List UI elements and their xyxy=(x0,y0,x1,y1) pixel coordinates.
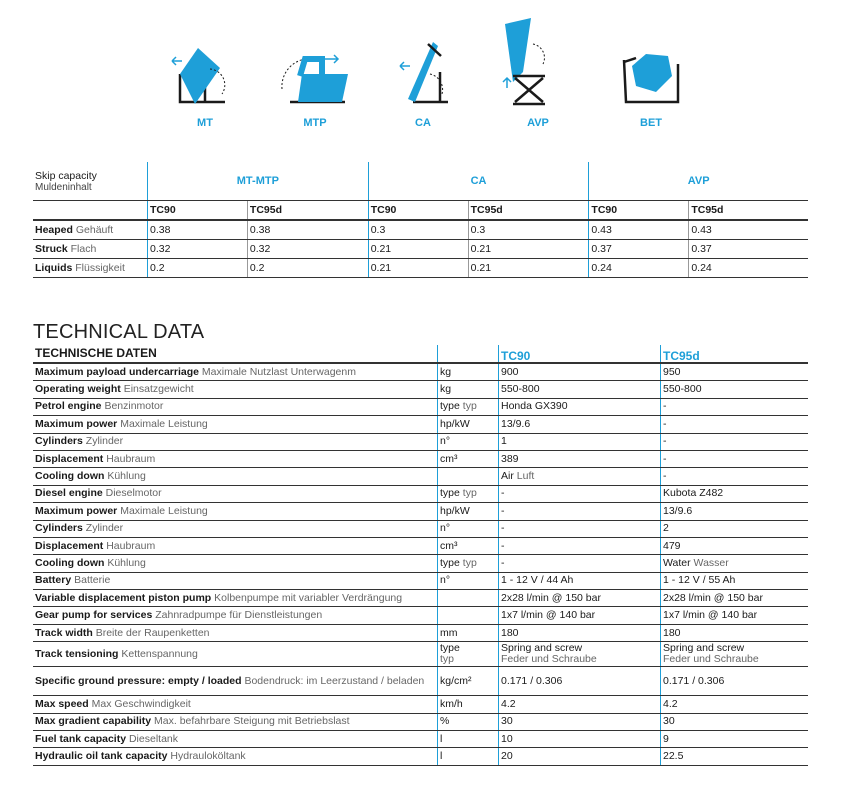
tech-row xyxy=(33,537,808,554)
tech-tc95d-cell xyxy=(661,748,809,765)
tech-value-tc95d: Water xyxy=(663,556,691,569)
tech-row xyxy=(33,433,808,450)
skip-value: 0.21 xyxy=(368,259,468,278)
tech-label xyxy=(33,503,438,520)
skip-value: 0.37 xyxy=(689,240,808,259)
tech-row xyxy=(33,450,808,467)
tech-unit: type xyxy=(440,487,460,500)
tech-tc90-cell xyxy=(499,731,661,748)
tech-value-tc95d: 30 xyxy=(663,715,675,728)
tech-tc90-cell xyxy=(499,433,661,450)
tech-row xyxy=(33,520,808,537)
tech-label xyxy=(33,572,438,589)
tech-value-tc95d: 9 xyxy=(663,732,669,745)
tech-label-en: Fuel tank capacity xyxy=(35,732,127,745)
tech-value-tc90: Air xyxy=(501,470,514,483)
tech-tc95d-cell xyxy=(661,537,809,554)
tech-value-tc90-de: Luft xyxy=(516,470,535,483)
tech-unit-cell xyxy=(438,416,499,433)
tech-tc95d-cell xyxy=(661,713,809,730)
tech-tc95d-cell xyxy=(661,667,809,696)
tech-label-de: Breite der Raupenketten xyxy=(95,626,210,639)
tech-value-tc95d-de: Feder und Schraube xyxy=(663,653,759,666)
skip-model: TC90 xyxy=(589,201,689,221)
tech-tc90-cell xyxy=(499,381,661,398)
tech-row xyxy=(33,555,808,572)
skip-value: 0.3 xyxy=(368,220,468,240)
tech-label xyxy=(33,667,438,696)
tech-row xyxy=(33,468,808,485)
tech-label-en: Max speed xyxy=(35,697,89,710)
tech-unit-header xyxy=(438,345,499,363)
skip-header-row xyxy=(33,162,808,201)
tech-tc95d-cell xyxy=(661,731,809,748)
tech-label-en: Maximum power xyxy=(35,504,118,517)
tech-value-tc90: 1 - 12 V / 44 Ah xyxy=(501,574,574,587)
ca-dumper-icon xyxy=(368,14,478,114)
tech-label-en: Max gradient capability xyxy=(35,715,152,728)
tech-tc95d-cell xyxy=(661,624,809,641)
skip-value: 0.24 xyxy=(589,259,689,278)
tech-subtitle: TECHNISCHE DATEN xyxy=(35,345,157,360)
tech-label-de: Dieseltank xyxy=(128,732,178,745)
skip-value: 0.38 xyxy=(247,220,368,240)
tech-unit-cell xyxy=(438,555,499,572)
skip-model: TC90 xyxy=(368,201,468,221)
tech-value-tc95d: Kubota Z482 xyxy=(663,487,724,500)
tech-tc90-cell xyxy=(499,537,661,554)
tech-tc95d-cell xyxy=(661,572,809,589)
tech-unit: kg/cm² xyxy=(440,674,472,687)
tech-unit-de: typ xyxy=(462,400,477,413)
tech-unit: kg xyxy=(440,365,452,378)
tech-label xyxy=(33,450,438,467)
tech-tc90-cell xyxy=(499,748,661,765)
tech-unit-de: typ xyxy=(440,653,455,666)
tech-value-tc90: 0.171 / 0.306 xyxy=(501,674,563,687)
tech-row xyxy=(33,416,808,433)
skip-capacity-table xyxy=(33,162,808,278)
tech-col-tc95d: TC95d xyxy=(661,345,809,363)
tech-value-tc90: Spring and screw xyxy=(501,642,583,655)
tech-unit-cell xyxy=(438,381,499,398)
tech-unit-cell xyxy=(438,503,499,520)
tech-label-en: Track tensioning xyxy=(35,647,119,660)
tech-unit-cell xyxy=(438,485,499,502)
tech-label-de: Maximale Leistung xyxy=(120,417,208,430)
tech-unit: mm xyxy=(440,626,458,639)
tech-label-en: Battery xyxy=(35,574,72,587)
tech-unit: cm³ xyxy=(440,539,458,552)
tech-value-tc90: 13/9.6 xyxy=(501,417,531,430)
tech-row xyxy=(33,572,808,589)
tech-tc95d-cell xyxy=(661,590,809,607)
skip-value: 0.38 xyxy=(148,220,248,240)
tech-unit-cell xyxy=(438,731,499,748)
tech-label xyxy=(33,642,438,667)
tech-tc90-cell xyxy=(499,590,661,607)
tech-value-tc95d: 2x28 l/min @ 150 bar xyxy=(663,591,763,604)
tech-title: TECHNICAL DATA xyxy=(33,321,205,343)
skip-value: 0.2 xyxy=(148,259,248,278)
tech-label xyxy=(33,696,438,713)
tech-row xyxy=(33,607,808,624)
skip-model-row xyxy=(33,201,808,221)
tech-unit-cell xyxy=(438,748,499,765)
tech-tc95d-cell xyxy=(661,642,809,667)
tech-tc90-cell xyxy=(499,398,661,415)
tech-label-en: Diesel engine xyxy=(35,487,103,500)
tech-label-de: Zahnradpumpe für Dienstleistungen xyxy=(155,609,323,622)
tech-label xyxy=(33,398,438,415)
tech-label-en: Displacement xyxy=(35,539,104,552)
skip-row-en: Liquids xyxy=(35,262,73,274)
tech-label-de: Max Geschwindigkeit xyxy=(91,697,191,710)
tech-value-tc90: 2x28 l/min @ 150 bar xyxy=(501,591,601,604)
skip-type-icons xyxy=(0,0,852,140)
tech-table xyxy=(33,345,808,766)
tech-value-tc95d: - xyxy=(663,470,667,483)
tech-tc95d-cell xyxy=(661,696,809,713)
tech-label-de: Haubraum xyxy=(106,452,156,465)
tech-tc95d-cell xyxy=(661,433,809,450)
tech-value-tc90: 1 xyxy=(501,435,507,448)
tech-label-en: Specific ground pressure: empty / loaded xyxy=(35,674,242,687)
tech-tc90-cell xyxy=(499,572,661,589)
tech-tc90-cell xyxy=(499,555,661,572)
skip-row-de: Gehäuft xyxy=(75,224,114,236)
tech-label xyxy=(33,485,438,502)
tech-unit-cell xyxy=(438,607,499,624)
tech-unit-de: typ xyxy=(462,556,477,569)
skip-model: TC95d xyxy=(468,201,589,221)
skip-row-label xyxy=(33,240,148,259)
tech-label-en: Maximum payload undercarriage xyxy=(35,365,199,378)
tech-label-de: Maximale Nutzlast Unterwagenm xyxy=(201,365,356,378)
tech-value-tc90: 900 xyxy=(501,365,519,378)
icon-label-avp: AVP xyxy=(527,117,549,129)
tech-subtitle-cell xyxy=(33,345,438,363)
tech-value-tc95d: - xyxy=(663,452,667,465)
icon-mt xyxy=(150,14,260,140)
skip-value: 0.24 xyxy=(689,259,808,278)
tech-value-tc90-de: Feder und Schraube xyxy=(501,653,597,666)
skip-row-de: Flach xyxy=(70,243,97,255)
tech-label-de: Zylinder xyxy=(85,522,124,535)
tech-unit: type xyxy=(440,642,460,655)
tech-unit: l xyxy=(440,732,443,745)
tech-label xyxy=(33,748,438,765)
tech-unit: cm³ xyxy=(440,452,458,465)
tech-value-tc95d: - xyxy=(663,400,667,413)
skip-model: TC90 xyxy=(148,201,248,221)
tech-row xyxy=(33,667,808,696)
bet-mixer-icon xyxy=(596,14,706,114)
tech-value-tc95d-de: Wasser xyxy=(693,556,729,569)
tech-label-de: Maximale Leistung xyxy=(120,504,208,517)
icon-label-mtp: MTP xyxy=(303,117,327,129)
tech-label xyxy=(33,590,438,607)
tech-value-tc95d: 950 xyxy=(663,365,681,378)
tech-unit: hp/kW xyxy=(440,504,470,517)
tech-tc95d-cell xyxy=(661,450,809,467)
tech-label xyxy=(33,520,438,537)
tech-value-tc95d: Spring and screw xyxy=(663,642,745,655)
tech-label-en: Variable displacement piston pump xyxy=(35,591,212,604)
tech-value-tc90: - xyxy=(501,556,505,569)
tech-tc95d-cell xyxy=(661,416,809,433)
tech-tc90-cell xyxy=(499,696,661,713)
icon-bet xyxy=(596,14,706,140)
tech-tc95d-cell xyxy=(661,398,809,415)
skip-row-de: Flüssigkeit xyxy=(75,262,125,274)
tech-value-tc95d: 22.5 xyxy=(663,750,684,763)
tech-unit: n° xyxy=(440,574,451,587)
tech-label xyxy=(33,416,438,433)
tech-value-tc90: 4.2 xyxy=(501,697,516,710)
tech-unit-cell xyxy=(438,572,499,589)
skip-value: 0.21 xyxy=(468,240,589,259)
tech-label-de: Kolbenpumpe mit variabler Verdrängung xyxy=(214,591,403,604)
tech-label xyxy=(33,555,438,572)
tech-label-de: Kühlung xyxy=(107,556,146,569)
tech-unit-cell xyxy=(438,667,499,696)
tech-value-tc90: - xyxy=(501,522,505,535)
tech-unit: % xyxy=(440,715,450,728)
tech-unit-cell xyxy=(438,450,499,467)
tech-value-tc90: 20 xyxy=(501,750,513,763)
skip-value: 0.37 xyxy=(589,240,689,259)
tech-value-tc90: 10 xyxy=(501,732,513,745)
tech-row xyxy=(33,731,808,748)
tech-unit-cell xyxy=(438,624,499,641)
tech-label-en: Cylinders xyxy=(35,435,83,448)
mtp-dumper-icon xyxy=(260,14,370,114)
skip-value: 0.3 xyxy=(468,220,589,240)
icon-label-ca: CA xyxy=(415,117,431,129)
tech-tc95d-cell xyxy=(661,607,809,624)
tech-label-de: Einsatzgewicht xyxy=(123,383,194,396)
icon-mtp xyxy=(260,14,370,140)
tech-unit: type xyxy=(440,400,460,413)
icon-avp xyxy=(483,14,593,140)
skip-row-en: Heaped xyxy=(35,224,73,236)
tech-unit: n° xyxy=(440,522,451,535)
tech-col-tc90: TC90 xyxy=(499,345,661,363)
skip-model: TC95d xyxy=(247,201,368,221)
tech-value-tc95d: 2 xyxy=(663,522,669,535)
skip-value: 0.2 xyxy=(247,259,368,278)
skip-value: 0.21 xyxy=(368,240,468,259)
tech-label-en: Cooling down xyxy=(35,470,105,483)
tech-unit: n° xyxy=(440,435,451,448)
tech-value-tc95d: - xyxy=(663,417,667,430)
skip-value: 0.32 xyxy=(148,240,248,259)
tech-tc95d-cell xyxy=(661,503,809,520)
tech-value-tc90: 180 xyxy=(501,626,519,639)
tech-label-en: Petrol engine xyxy=(35,400,102,413)
tech-value-tc95d: 479 xyxy=(663,539,681,552)
tech-unit: hp/kW xyxy=(440,417,470,430)
tech-tc90-cell xyxy=(499,485,661,502)
tech-unit: kg xyxy=(440,383,452,396)
tech-label xyxy=(33,731,438,748)
tech-value-tc95d: 13/9.6 xyxy=(663,504,693,517)
tech-unit-cell xyxy=(438,433,499,450)
skip-title-en: Skip capacity xyxy=(35,169,97,182)
tech-value-tc90: - xyxy=(501,487,505,500)
skip-body xyxy=(33,220,808,278)
tech-tc90-cell xyxy=(499,416,661,433)
tech-label-de: Batterie xyxy=(74,574,111,587)
tech-label xyxy=(33,713,438,730)
tech-value-tc90: 550-800 xyxy=(501,383,540,396)
tech-unit-cell xyxy=(438,363,499,381)
tech-label-en: Cylinders xyxy=(35,522,83,535)
tech-value-tc90: - xyxy=(501,504,505,517)
tech-unit-cell xyxy=(438,520,499,537)
tech-label-en: Cooling down xyxy=(35,556,105,569)
skip-row-label xyxy=(33,220,148,240)
skip-group-ca: CA xyxy=(368,162,589,201)
icon-ca xyxy=(368,14,478,140)
skip-row xyxy=(33,220,808,240)
tech-tc90-cell xyxy=(499,624,661,641)
tech-label-en: Hydraulic oil tank capacity xyxy=(35,750,168,763)
tech-unit: km/h xyxy=(440,697,463,710)
tech-tc90-cell xyxy=(499,450,661,467)
tech-label xyxy=(33,537,438,554)
tech-unit-cell xyxy=(438,398,499,415)
tech-label-de: Dieselmotor xyxy=(105,487,162,500)
skip-value: 0.21 xyxy=(468,259,589,278)
tech-unit-cell xyxy=(438,642,499,667)
tech-label-de: Bodendruck: im Leerzustand / beladen xyxy=(244,674,425,687)
tech-unit-cell xyxy=(438,713,499,730)
tech-body xyxy=(33,363,808,765)
skip-row-en: Struck xyxy=(35,243,68,255)
tech-label-de: Max. befahrbare Steigung mit Betriebslast xyxy=(154,715,350,728)
tech-label xyxy=(33,363,438,381)
tech-value-tc95d: 4.2 xyxy=(663,697,678,710)
tech-label xyxy=(33,468,438,485)
tech-label-de: Zylinder xyxy=(85,435,124,448)
tech-tc95d-cell xyxy=(661,468,809,485)
tech-label xyxy=(33,381,438,398)
tech-row xyxy=(33,696,808,713)
tech-value-tc95d: 0.171 / 0.306 xyxy=(663,674,725,687)
skip-title-cell xyxy=(33,162,148,201)
tech-unit-cell xyxy=(438,696,499,713)
tech-value-tc90: 1x7 l/min @ 140 bar xyxy=(501,609,596,622)
skip-value: 0.32 xyxy=(247,240,368,259)
tech-header-row xyxy=(33,345,808,363)
tech-value-tc90: 30 xyxy=(501,715,513,728)
tech-label-de: Benzinmotor xyxy=(104,400,164,413)
skip-model-blank xyxy=(33,201,148,221)
tech-tc95d-cell xyxy=(661,363,809,381)
tech-unit: type xyxy=(440,556,460,569)
tech-unit: l xyxy=(440,750,443,763)
tech-row xyxy=(33,713,808,730)
tech-label-de: Haubraum xyxy=(106,539,156,552)
tech-label-en: Track width xyxy=(35,626,93,639)
tech-row xyxy=(33,363,808,381)
tech-value-tc95d: 550-800 xyxy=(663,383,702,396)
tech-tc95d-cell xyxy=(661,485,809,502)
tech-value-tc95d: - xyxy=(663,435,667,448)
tech-unit-cell xyxy=(438,537,499,554)
tech-tc95d-cell xyxy=(661,520,809,537)
mt-dumper-icon xyxy=(150,14,260,114)
avp-dumper-icon xyxy=(483,14,593,114)
tech-value-tc90: - xyxy=(501,539,505,552)
tech-row xyxy=(33,503,808,520)
tech-label-en: Displacement xyxy=(35,452,104,465)
tech-tc90-cell xyxy=(499,642,661,667)
tech-label-en: Maximum power xyxy=(35,417,118,430)
tech-tc90-cell xyxy=(499,713,661,730)
tech-label-de: Kühlung xyxy=(107,470,146,483)
tech-unit-de: typ xyxy=(462,487,477,500)
tech-label xyxy=(33,607,438,624)
icon-label-bet: BET xyxy=(640,117,662,129)
tech-tc95d-cell xyxy=(661,381,809,398)
tech-row xyxy=(33,398,808,415)
skip-group-mt-mtp: MT-MTP xyxy=(148,162,369,201)
tech-tc95d-cell xyxy=(661,555,809,572)
skip-row xyxy=(33,240,808,259)
tech-value-tc95d: 1 - 12 V / 55 Ah xyxy=(663,574,736,587)
skip-row xyxy=(33,259,808,278)
tech-row xyxy=(33,624,808,641)
tech-label-de: Kettenspannung xyxy=(121,647,198,660)
tech-label-en: Gear pump for services xyxy=(35,609,153,622)
tech-unit-cell xyxy=(438,590,499,607)
tech-row xyxy=(33,381,808,398)
skip-value: 0.43 xyxy=(589,220,689,240)
tech-value-tc95d: 180 xyxy=(663,626,681,639)
skip-row-label xyxy=(33,259,148,278)
tech-row xyxy=(33,748,808,765)
tech-label xyxy=(33,433,438,450)
tech-row xyxy=(33,590,808,607)
tech-tc90-cell xyxy=(499,607,661,624)
skip-model: TC95d xyxy=(689,201,808,221)
tech-value-tc95d: 1x7 l/min @ 140 bar xyxy=(663,609,758,622)
tech-tc90-cell xyxy=(499,667,661,696)
tech-label-en: Operating weight xyxy=(35,383,121,396)
tech-row xyxy=(33,642,808,667)
tech-tc90-cell xyxy=(499,363,661,381)
tech-value-tc90: 389 xyxy=(501,452,519,465)
tech-tc90-cell xyxy=(499,468,661,485)
skip-value: 0.43 xyxy=(689,220,808,240)
icon-label-mt: MT xyxy=(197,117,213,129)
tech-tc90-cell xyxy=(499,520,661,537)
tech-label xyxy=(33,624,438,641)
skip-group-avp: AVP xyxy=(589,162,808,201)
skip-title-de: Muldeninhalt xyxy=(35,181,92,193)
tech-unit-cell xyxy=(438,468,499,485)
tech-row xyxy=(33,485,808,502)
tech-label-de: Hydrauloköltank xyxy=(170,750,246,763)
tech-value-tc90: Honda GX390 xyxy=(501,400,568,413)
tech-tc90-cell xyxy=(499,503,661,520)
